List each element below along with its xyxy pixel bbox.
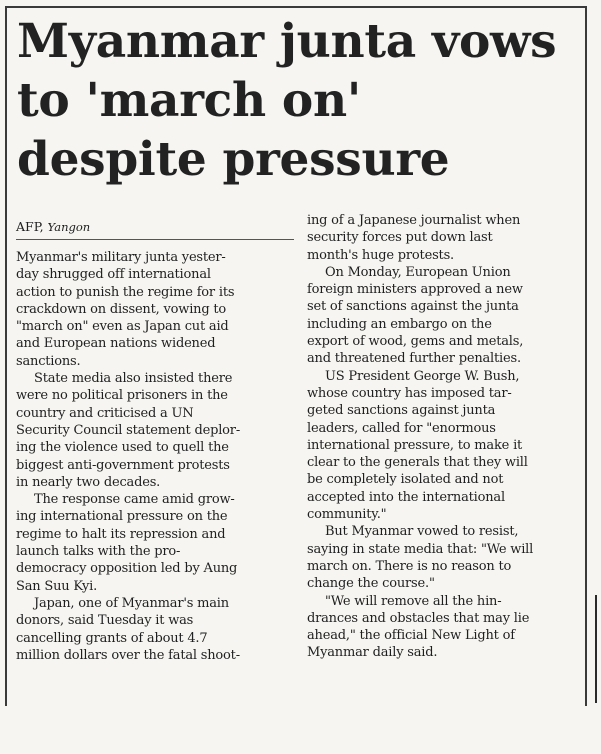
article-line: saying in state media that: "We will [307, 541, 534, 557]
article-line: month's huge protests. [307, 247, 454, 263]
article-line: ing international pressure on the [16, 509, 228, 525]
article-line: accepted into the international [307, 489, 505, 505]
article-line: leaders, called for "enormous [307, 420, 496, 436]
article-line: security forces put down last [307, 230, 493, 246]
headline-line: Myanmar junta vows [17, 14, 557, 69]
column-rule [595, 595, 597, 703]
article-line: action to punish the regime for its [16, 284, 235, 300]
article-line: "march on" even as Japan cut aid [16, 319, 229, 335]
article-line: democracy opposition led by Aung [16, 561, 238, 577]
article-line: day shrugged off international [16, 267, 211, 283]
article-line: drances and obstacles that may lie [307, 610, 530, 626]
article-line: On Monday, European Union [325, 264, 511, 280]
article-column-right [307, 212, 584, 662]
article-line: million dollars over the fatal shoot- [16, 647, 240, 663]
article-line: ing the violence used to quell the [16, 440, 229, 456]
article-line: The response came amid grow- [34, 492, 235, 508]
article-line: But Myanmar vowed to resist, [325, 524, 519, 540]
article-line: foreign ministers approved a new [307, 282, 523, 298]
article-line: including an embargo on the [307, 316, 492, 332]
article-line: regime to halt its repression and [16, 526, 226, 542]
article-line: cancelling grants of about 4.7 [16, 630, 208, 646]
article-line: were no political prisoners in the [16, 388, 228, 404]
article-line: Myanmar daily said. [307, 645, 438, 661]
byline-agency: AFP, [16, 219, 48, 234]
article-line: change the course." [307, 576, 435, 592]
article-line: geted sanctions against junta [307, 403, 496, 419]
article-line: ahead," the official New Light of [307, 628, 515, 644]
article-line: be completely isolated and not [307, 472, 504, 488]
article-line: Security Council statement deplor- [16, 422, 241, 438]
article-line: international pressure, to make it [307, 437, 523, 453]
byline [16, 219, 90, 234]
article-line: export of wood, gems and metals, [307, 334, 524, 350]
byline-divider [16, 239, 294, 240]
headline-line: despite pressure [17, 132, 450, 187]
article-line: biggest anti-government protests [16, 457, 230, 473]
article-line: clear to the generals that they will [307, 455, 528, 471]
byline-place: Yangon [47, 220, 91, 234]
headline-line: to 'march on' [17, 73, 361, 128]
article-line: community." [307, 507, 387, 523]
article-line: march on. There is no reason to [307, 558, 512, 574]
article-line: State media also insisted there [34, 371, 233, 387]
article-line: ing of a Japanese journalist when [307, 213, 521, 228]
article-line: crackdown on dissent, vowing to [16, 301, 227, 317]
headline [17, 12, 582, 189]
article-line: US President George W. Bush, [325, 368, 520, 384]
article-line: Japan, one of Myanmar's main [34, 595, 229, 611]
article-line: whose country has imposed tar- [307, 385, 512, 401]
article-line: in nearly two decades. [16, 474, 161, 490]
article-line: launch talks with the pro- [16, 544, 181, 560]
article-line: country and criticised a UN [16, 405, 194, 421]
article-line: and threatened further penalties. [307, 351, 521, 367]
article-line: San Suu Kyi. [16, 578, 98, 594]
article-line: and European nations widened [16, 336, 216, 352]
article-line: set of sanctions against the junta [307, 299, 519, 315]
article-line: Myanmar's military junta yester- [16, 250, 226, 265]
article-line: "We will remove all the hin- [325, 593, 502, 609]
article-column-left [16, 249, 294, 664]
article-line: sanctions. [16, 353, 81, 369]
article-line: donors, said Tuesday it was [16, 613, 194, 629]
